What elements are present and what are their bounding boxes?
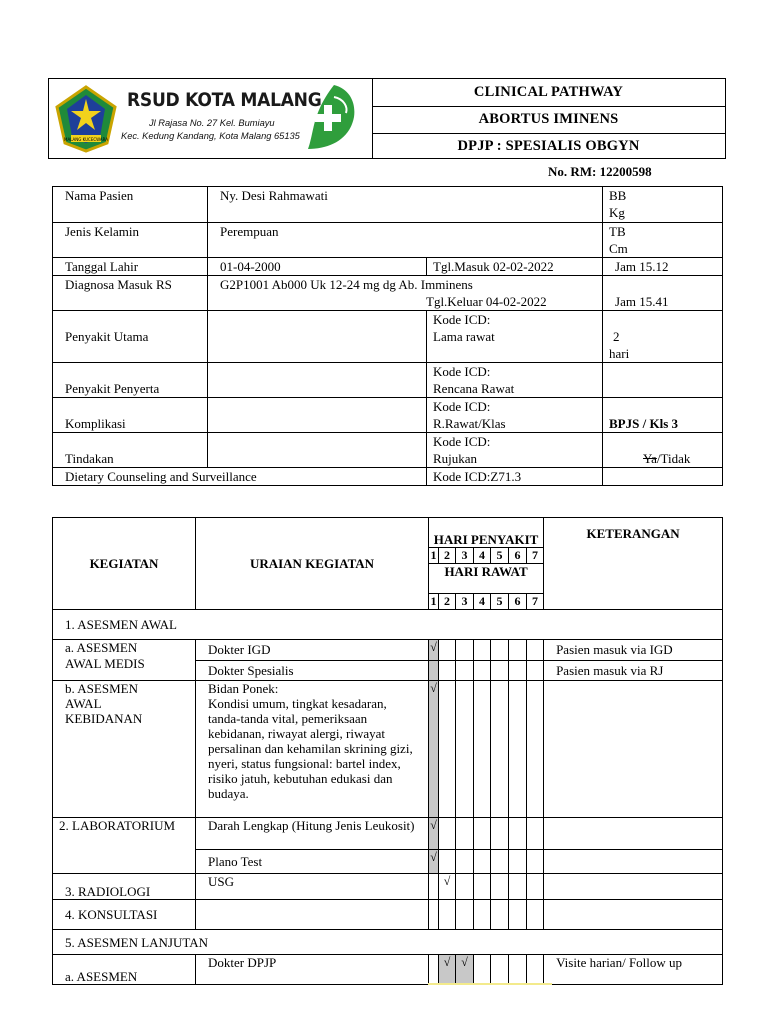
uraian-plano-test: Plano Test — [196, 850, 429, 874]
value-rencana-rawat — [603, 363, 723, 398]
medical-record-number: No. RM: 12200598 — [548, 164, 652, 179]
day-2: 2 — [439, 548, 456, 564]
header-hari-rawat: HARI RAWAT — [429, 564, 544, 594]
value-rujukan — [603, 433, 723, 468]
label-tindakan: Tindakan — [53, 433, 208, 468]
check-mark: √ — [439, 874, 456, 900]
kegiatan-asesmen-kebidanan: b. ASESMEN AWAL KEBIDANAN — [53, 681, 196, 818]
day-7: 7 — [527, 594, 544, 610]
day-3: 3 — [456, 548, 474, 564]
kegiatan-laboratorium: 2. LABORATORIUM — [53, 818, 196, 874]
header-kegiatan: KEGIATAN — [53, 518, 196, 610]
value-rawat-klas: BPJS / Kls 3 — [603, 398, 723, 433]
check-mark: √ — [456, 955, 474, 985]
kegiatan-asesmen-lanjutan: a. ASESMEN — [53, 955, 196, 985]
value-nama: Ny. Desi Rahmawati — [208, 187, 603, 223]
day-3: 3 — [456, 594, 474, 610]
uraian-bidan-desc: Kondisi umum, tingkat kesadaran, tanda-tanda vital, pemeriksaan kebidanan, riwayat alergi, riwayat persalinan dan kehamilan skrining gizi, nyeri, status fungsional: bartel index, risiko jatuh, kebutuhan edukasi dan budaya. — [208, 696, 413, 801]
option-tidak: /Tidak — [656, 451, 691, 466]
day-2: 2 — [439, 594, 456, 610]
value-jam-keluar: Jam 15.41 — [603, 276, 723, 311]
label-penyakit-utama: Penyakit Utama — [53, 311, 208, 363]
address-line2: Kec. Kedung Kandang, Kota Malang 65135 — [121, 131, 300, 141]
hospital-name: RSUD KOTA MALANG — [127, 89, 322, 111]
emblem-text: MALANG KUCECWARA — [64, 137, 108, 142]
check-mark: √ — [429, 818, 439, 850]
address-line1: Jl Rajasa No. 27 Kel. Bumiayu — [149, 118, 275, 128]
value-jam-masuk: Jam 15.12 — [603, 258, 723, 276]
label-penyakit-penyerta: Penyakit Penyerta — [53, 363, 208, 398]
header-uraian: URAIAN KEGIATAN — [196, 518, 429, 610]
value-lama-rawat: 2 — [613, 329, 620, 344]
kode-icd-utama: Kode ICD: — [433, 312, 491, 327]
label-hari: hari — [609, 346, 630, 361]
day-5: 5 — [491, 594, 509, 610]
label-tb: TB — [609, 224, 626, 239]
value-diagnosa: G2P1001 Ab000 Uk 12-24 mg dg Ab. Imminens — [220, 277, 473, 292]
kode-icd-komplikasi: Kode ICD: — [433, 399, 491, 414]
patient-info-table — [52, 186, 723, 486]
uraian-dokter-spesialis: Dokter Spesialis — [196, 661, 429, 681]
ket-rj: Pasien masuk via RJ — [544, 661, 723, 681]
value-tindakan — [208, 433, 427, 468]
city-emblem-icon — [55, 85, 117, 153]
kode-icd-penyerta: Kode ICD: — [433, 364, 491, 379]
header-keterangan: KETERANGAN — [544, 518, 723, 610]
kegiatan-asesmen-medis: a. ASESMEN AWAL MEDIS — [53, 640, 196, 681]
uraian-dokter-dpjp: Dokter DPJP — [196, 955, 429, 985]
day-4: 4 — [474, 594, 491, 610]
label-komplikasi: Komplikasi — [53, 398, 208, 433]
value-tgl-keluar: Tgl.Keluar 04-02-2022 — [426, 294, 547, 309]
title-diagnosis: ABORTUS IMINENS — [372, 106, 725, 134]
label-jenis-kelamin: Jenis Kelamin — [53, 223, 208, 258]
label-rencana-rawat: Rencana Rawat — [433, 381, 515, 396]
day-6: 6 — [509, 548, 527, 564]
label-rawat-klas: R.Rawat/Klas — [433, 416, 506, 431]
day-1: 1 — [430, 548, 437, 562]
header-hari-penyakit: HARI PENYAKIT — [429, 518, 544, 548]
check-mark: √ — [439, 955, 456, 985]
logo-area — [49, 79, 373, 158]
section-asesmen-lanjutan: 5. ASESMEN LANJUTAN — [53, 930, 723, 955]
value-penyakit-penyerta — [208, 363, 427, 398]
day-6: 6 — [509, 594, 527, 610]
hospital-cross-icon — [304, 83, 356, 151]
highlight-mark — [428, 983, 552, 985]
uraian-dokter-igd: Dokter IGD — [196, 640, 429, 661]
value-komplikasi — [208, 398, 427, 433]
value-jenis-kelamin: Perempuan — [208, 223, 603, 258]
uraian-bidan-ponek: Bidan Ponek: — [208, 681, 279, 696]
value-penyakit-utama — [208, 311, 427, 363]
label-rujukan: Rujukan — [433, 451, 478, 466]
day-5: 5 — [491, 548, 509, 564]
kegiatan-radiologi: 3. RADIOLOGI — [53, 874, 196, 900]
label-kg: Kg — [609, 205, 625, 220]
label-cm: Cm — [609, 241, 628, 256]
check-mark: √ — [429, 681, 439, 818]
kode-icd-tindakan: Kode ICD: — [433, 434, 491, 449]
activity-table — [52, 517, 723, 985]
label-bb: BB — [609, 188, 627, 203]
label-lama-rawat: Lama rawat — [433, 329, 495, 344]
section-asesmen-awal: 1. ASESMEN AWAL — [53, 610, 723, 640]
day-7: 7 — [527, 548, 544, 564]
uraian-darah-lengkap: Darah Lengkap (Hitung Jenis Leukosit) — [196, 818, 429, 850]
kegiatan-konsultasi: 4. KONSULTASI — [53, 900, 196, 930]
header-box — [48, 78, 726, 159]
title-dpjp: DPJP : SPESIALIS OBGYN — [457, 138, 640, 154]
title-clinical-pathway: CLINICAL PATHWAY — [372, 79, 725, 107]
value-tgl-masuk: Tgl.Masuk 02-02-2022 — [427, 258, 603, 276]
check-mark: √ — [429, 850, 439, 874]
value-dietary-icd: Kode ICD:Z71.3 — [427, 468, 603, 486]
value-tanggal-lahir: 01-04-2000 — [208, 258, 427, 276]
label-tanggal-lahir: Tanggal Lahir — [53, 258, 208, 276]
uraian-usg: USG — [196, 874, 429, 900]
label-dietary: Dietary Counseling and Surveillance — [53, 468, 427, 486]
ket-visite: Visite harian/ Follow up — [544, 955, 723, 985]
day-1: 1 — [430, 594, 437, 608]
label-diagnosa: Diagnosa Masuk RS — [53, 276, 208, 311]
day-4: 4 — [474, 548, 491, 564]
check-mark: √ — [429, 640, 439, 661]
ket-igd: Pasien masuk via IGD — [544, 640, 723, 661]
option-ya: Ya — [643, 451, 657, 466]
label-nama: Nama Pasien — [53, 187, 208, 223]
